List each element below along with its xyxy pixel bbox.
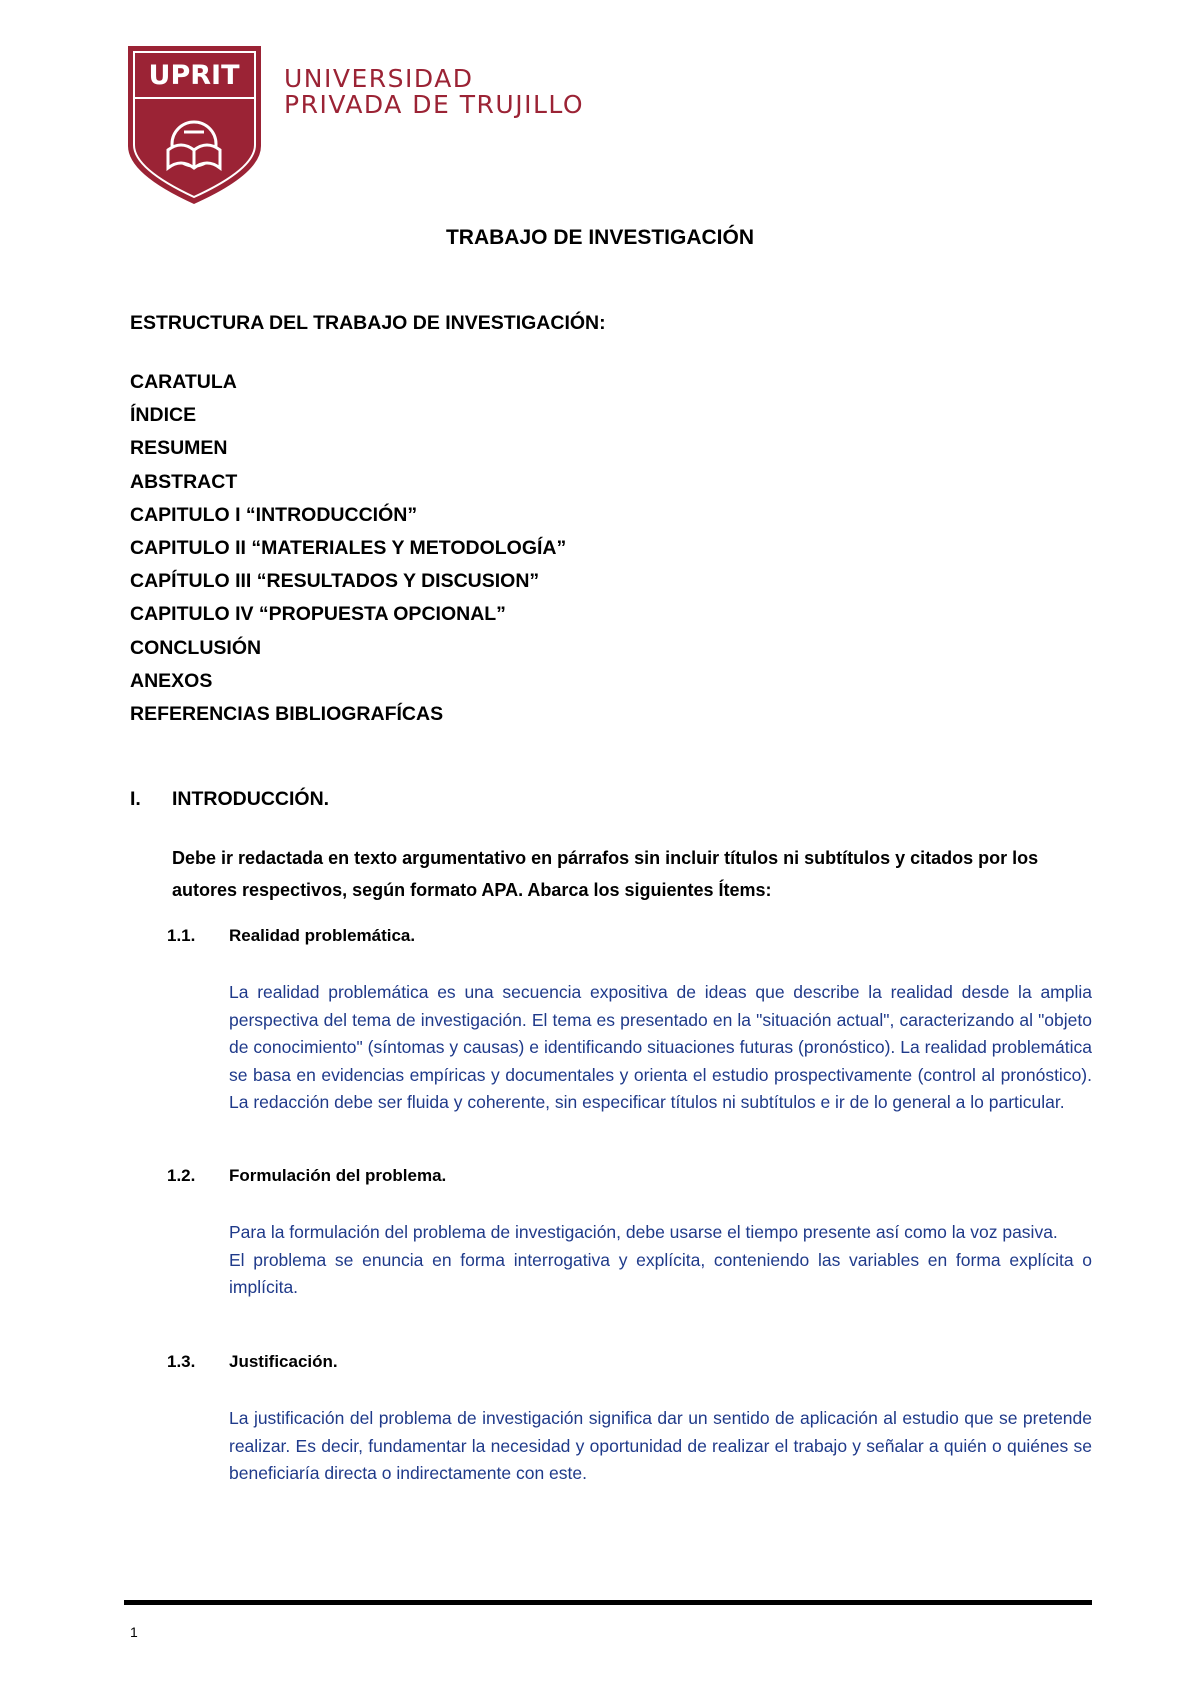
list-item: ANEXOS: [130, 669, 213, 692]
subsection-title: Formulación del problema.: [229, 1166, 447, 1185]
list-item: CAPITULO I “INTRODUCCIÓN”: [130, 503, 418, 526]
structure-list: [130, 370, 566, 735]
section-title: INTRODUCCIÓN.: [172, 788, 330, 810]
subsection-heading: [167, 926, 415, 946]
list-item: REFERENCIAS BIBLIOGRAFÍCAS: [130, 702, 444, 725]
list-item: ÍNDICE: [130, 404, 197, 427]
paragraph: La realidad problemática es una secuencia expositiva de ideas que describe la realidad desde la amplia perspectiva del tema de investigación. El tema es presentado en la "situación actual", caracterizando al "objeto de conocimiento" (síntomas y causas) e identificando situaciones futuras (pronóstico). La realidad problemática se basa en evidencias empíricas y documentales y orienta el estudio prospectivamente (control al pronóstico). La redacción debe ser fluida y coherente, sin especificar títulos ni subtítulos e ir de lo general a lo particular.: [229, 982, 1092, 1112]
university-name-line1: UNIVERSIDAD: [284, 64, 474, 93]
subsection-body: [229, 1405, 1092, 1488]
list-item: CAPÍTULO III “RESULTADOS Y DISCUSION”: [130, 570, 540, 593]
paragraph: Para la formulación del problema de investigación, debe usarse el tiempo presente así como la voz pasiva.: [229, 1222, 1058, 1242]
shield-text: UPRIT: [148, 60, 240, 91]
list-item: RESUMEN: [130, 437, 228, 460]
subsection-number: 1.1.: [167, 926, 196, 945]
page-number: 1: [130, 1624, 138, 1640]
section-heading: [130, 788, 329, 811]
section-intro: Debe ir redactada en texto argumentativo en párrafos sin incluir títulos ni subtítulos y citados por los autores respectivos, según formato APA. Abarca los siguientes Ítems:: [172, 848, 1039, 900]
subsection-heading: [167, 1352, 338, 1372]
shield-emblem: [128, 46, 268, 206]
list-item: CONCLUSIÓN: [130, 636, 262, 659]
university-logo: [128, 46, 588, 206]
section-number: I.: [130, 788, 141, 810]
university-name: [284, 66, 584, 119]
list-item: ABSTRACT: [130, 470, 238, 493]
paragraph: La justificación del problema de investigación significa dar un sentido de aplicación al estudio que se pretende realizar. Es decir, fundamentar la necesidad y oportunidad de realizar el trabajo y señalar a quién o quiénes se beneficiaría directa o indirectamente con este.: [229, 1408, 1092, 1483]
structure-heading: ESTRUCTURA DEL TRABAJO DE INVESTIGACIÓN:: [130, 312, 606, 334]
list-item: CARATULA: [130, 371, 237, 393]
subsection-body: [229, 979, 1092, 1117]
list-item: CAPITULO IV “PROPUESTA OPCIONAL”: [130, 603, 506, 626]
university-name-line2: PRIVADA DE TRUJILLO: [284, 90, 585, 120]
subsection-title: Realidad problemática.: [229, 926, 416, 945]
paragraph: El problema se enuncia en forma interrogativa y explícita, conteniendo las variables en forma explícita o implícita.: [229, 1249, 1092, 1297]
document-title: TRABAJO DE INVESTIGACIÓN: [445, 226, 755, 249]
subsection-heading: [167, 1166, 446, 1186]
subsection-title: Justificación.: [229, 1352, 338, 1371]
subsection-number: 1.3.: [167, 1352, 196, 1371]
subsection-number: 1.2.: [167, 1166, 196, 1185]
footer-divider: [124, 1600, 1092, 1605]
subsection-body: [229, 1219, 1092, 1302]
list-item: CAPITULO II “MATERIALES Y METODOLOGÍA”: [130, 536, 567, 559]
